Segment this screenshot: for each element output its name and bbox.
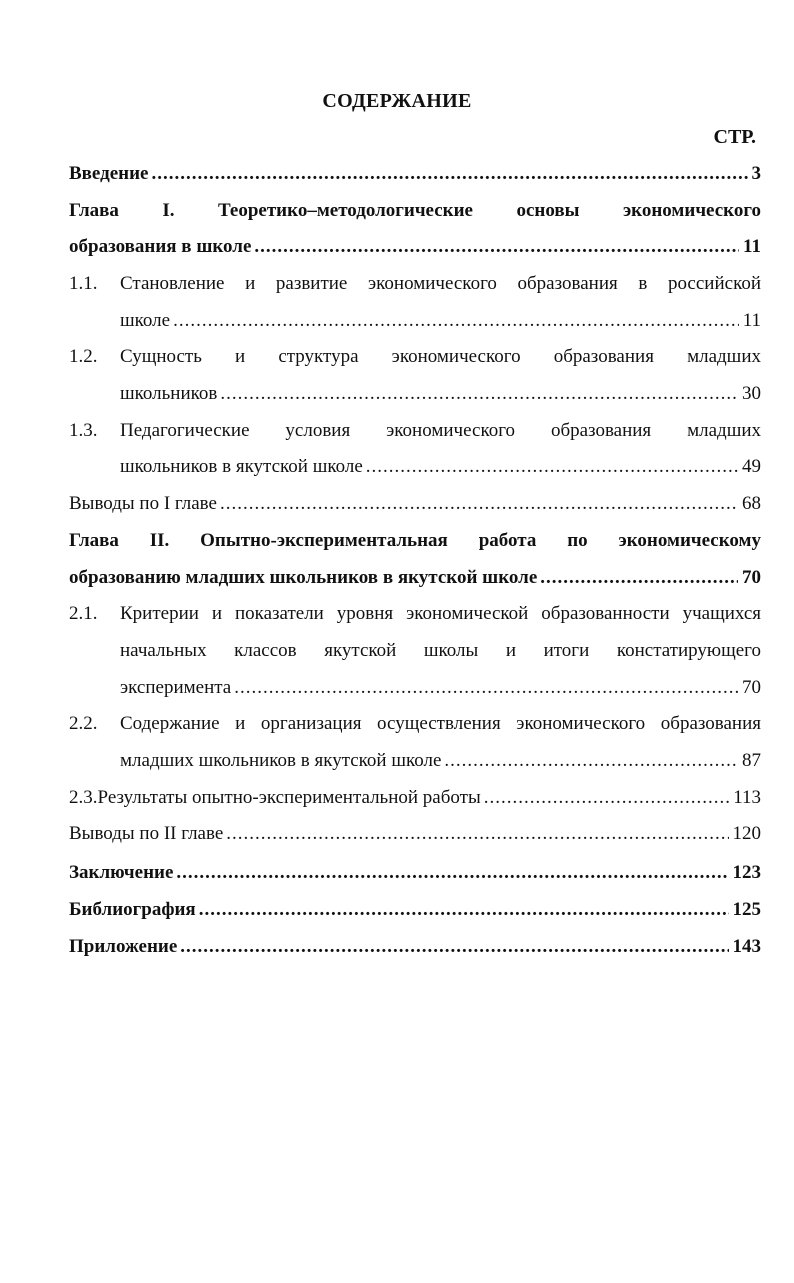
toc-entry-label: образованию младших школьников в якутской школе: [69, 567, 538, 588]
toc-entry-label: школьников: [120, 383, 218, 404]
section-title: Сущность и структура экономического образования младших: [120, 346, 761, 367]
section-title: Содержание и организация осуществления экономического образования: [120, 713, 761, 734]
toc-page-number: 49: [742, 456, 761, 477]
toc-chapter2-line2[interactable]: [69, 566, 761, 590]
toc-section-1-3-line1[interactable]: [69, 419, 761, 443]
toc-page-number: 87: [742, 750, 761, 771]
toc-entry-label: Библиография: [69, 899, 196, 920]
toc-section-2-1-line2[interactable]: начальных классов якутской школы и итоги констатирующего: [120, 640, 761, 661]
toc-entry-conclusion[interactable]: [69, 861, 761, 885]
toc-entry-label: Выводы по I главе: [69, 493, 217, 514]
dot-leader: [199, 898, 729, 922]
toc-entry-label: образования в школе: [69, 236, 252, 257]
toc-section-1-3-line2[interactable]: [120, 455, 761, 479]
toc-entry-bibliography[interactable]: [69, 898, 761, 922]
toc-page-number: 11: [743, 236, 761, 257]
toc-entry-label: младших школьников в якутской школе: [120, 750, 442, 771]
section-number: 2.1.: [69, 603, 98, 624]
dot-leader: [484, 786, 729, 810]
toc-section-1-1-line2[interactable]: [120, 309, 761, 333]
dot-leader: [220, 382, 738, 406]
section-title: Критерии и показатели уровня экономической образованности учащихся: [120, 603, 761, 624]
toc-entry-label: Выводы по II главе: [69, 823, 224, 844]
toc-page-number: 70: [742, 567, 761, 588]
dot-leader: [234, 676, 738, 700]
section-title: Становление и развитие экономического образования в российской: [120, 273, 761, 294]
dot-leader: [180, 935, 728, 959]
toc-page-number: 123: [732, 862, 761, 883]
dot-leader: [444, 749, 738, 773]
page-title: СОДЕРЖАНИЕ: [322, 90, 472, 112]
toc-page-number: 70: [742, 677, 761, 698]
dot-leader: [366, 455, 738, 479]
toc-page-number: 30: [742, 383, 761, 404]
dot-leader: [540, 566, 738, 590]
toc-entry-label: школе: [120, 310, 171, 331]
toc-section-2-1-line1[interactable]: [69, 602, 761, 626]
toc-page-number: 120: [732, 823, 761, 844]
toc-entry-label: Приложение: [69, 936, 178, 957]
section-number: 1.1.: [69, 273, 98, 294]
toc-chapter1-line1[interactable]: Глава I. Теоретико–методологические основы экономического: [69, 200, 761, 221]
section-number: 2.3.: [69, 787, 98, 808]
toc-page-number: 143: [732, 936, 761, 957]
toc-page-number: 113: [733, 787, 761, 808]
dot-leader: [220, 492, 738, 516]
toc-entry-label: Заключение: [69, 862, 174, 883]
section-number: 2.2.: [69, 713, 98, 734]
toc-entry-conclusions-1[interactable]: [69, 492, 761, 516]
toc-entry-label: Результаты опытно-экспериментальной работы: [97, 787, 481, 808]
toc-entry-label: эксперимента: [120, 677, 232, 698]
toc-entry-label: школьников в якутской школе: [120, 456, 363, 477]
dot-leader: [152, 162, 748, 186]
toc-entry-appendix[interactable]: [69, 935, 761, 959]
toc-page-number: 68: [742, 493, 761, 514]
toc-entry-intro[interactable]: [69, 162, 761, 186]
toc-page-number: 3: [751, 163, 761, 184]
section-number: 1.3.: [69, 420, 98, 441]
toc-section-2-1-line3[interactable]: [120, 676, 761, 700]
dot-leader: [226, 822, 728, 846]
toc-section-2-2-line1[interactable]: [69, 712, 761, 736]
toc-section-1-2-line2[interactable]: [120, 382, 761, 406]
section-number: 1.2.: [69, 346, 98, 367]
toc-section-2-2-line2[interactable]: [120, 749, 761, 773]
toc-chapter2-line1[interactable]: Глава II. Опытно-экспериментальная работа по экономическому: [69, 530, 761, 551]
dot-leader: [173, 309, 739, 333]
toc-page-number: 125: [732, 899, 761, 920]
toc-section-2-3[interactable]: [69, 786, 761, 810]
toc-section-1-2-line1[interactable]: [69, 345, 761, 369]
page-column-header: СТР.: [713, 126, 756, 148]
toc-entry-label: Введение: [69, 163, 149, 184]
toc-page-number: 11: [742, 310, 761, 331]
dot-leader: [176, 861, 728, 885]
toc-chapter1-line2[interactable]: [69, 235, 761, 259]
dot-leader: [254, 235, 739, 259]
toc-entry-conclusions-2[interactable]: [69, 822, 761, 846]
section-title: Педагогические условия экономического образования младших: [120, 420, 761, 441]
toc-section-1-1-line1[interactable]: [69, 272, 761, 296]
